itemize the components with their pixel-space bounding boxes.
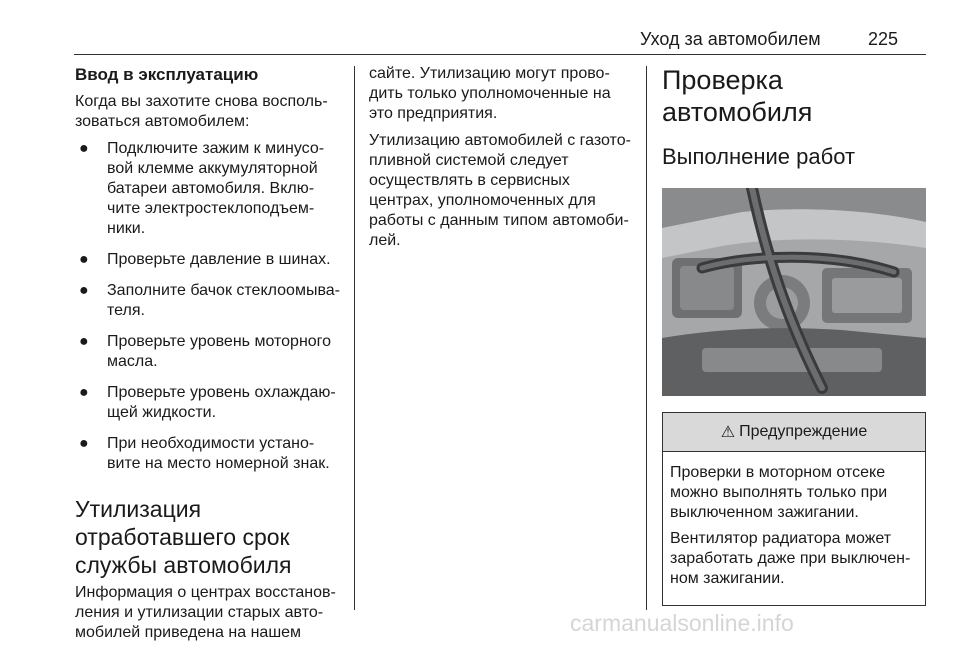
sub-heading: Выполнение работ [662,144,856,169]
paragraph-gas-vehicles: Утилизацию автомобилей с газото- пливной системой следует осуществлять в сервисных центрах, уполномоченных для работы с данным типом автомоби- лей. [369,132,631,249]
checklist-item-text: Заполните бачок стеклоомыва- теля. [107,282,340,319]
bullet-dot-icon: ● [79,251,89,268]
checklist-item-text: При необходимости устано- вите на место номерной знак. [107,435,330,472]
warning-box [662,412,926,606]
page-number: 225 [868,29,899,49]
column-right [662,64,926,606]
checklist-item [75,250,347,270]
section-heading-disposal: Утилизация отработавшего срок службы автомобиля [75,496,292,578]
checklist-item [75,332,347,372]
bullet-dot-icon: ● [79,435,89,452]
checklist-item [75,434,347,474]
checklist-item-text: Проверьте давление в шинах. [107,251,331,268]
column-divider [646,66,647,610]
column-middle [369,64,633,258]
checklist-item [75,281,347,321]
intro-paragraph: Когда вы захотите снова восполь- зоваться автомобилем: [75,93,328,130]
section-heading-commissioning: Ввод в эксплуатацию [75,65,259,84]
checklist-item-text: Проверьте уровень охлаждаю- щей жидкости. [107,384,336,421]
warning-paragraph-fan: Вентилятор радиатора может заработать даже при выключен- ном зажигании. [670,530,911,587]
bullet-dot-icon: ● [79,384,89,401]
main-heading: Проверка автомобиля [662,65,813,127]
column-left [75,64,347,650]
chapter-title: Уход за автомобилем [640,29,821,49]
checklist-item-text: Подключите зажим к минусо- вой клемме аккумуляторной батареи автомобиля. Вклю- чите электростеклоподъем- ники. [107,140,325,237]
checklist [75,139,347,474]
bullet-dot-icon: ● [79,282,89,299]
checklist-item [75,383,347,423]
warning-triangle-icon: ⚠ [720,424,736,441]
warning-paragraph-ignition: Проверки в моторном отсеке можно выполнять только при выключенном зажигании. [670,464,888,521]
engine-bay-photo [662,188,926,396]
warning-header [663,413,925,452]
warning-body [663,452,925,605]
checklist-item-text: Проверьте уровень моторного масла. [107,333,332,370]
warning-title: Предупреждение [739,423,868,440]
bullet-dot-icon: ● [79,333,89,350]
bullet-dot-icon: ● [79,140,89,157]
column-divider [354,66,355,610]
disposal-paragraph: Информация о центрах восстанов- ления и утилизации старых авто- мобилей приведена на нашем [75,584,336,641]
watermark: carmanualsonline.info [570,610,794,636]
header-rule [74,54,926,55]
checklist-item [75,139,347,239]
paragraph-website: сайте. Утилизацию могут прово- дить только уполномоченные на это предприятия. [369,65,611,122]
